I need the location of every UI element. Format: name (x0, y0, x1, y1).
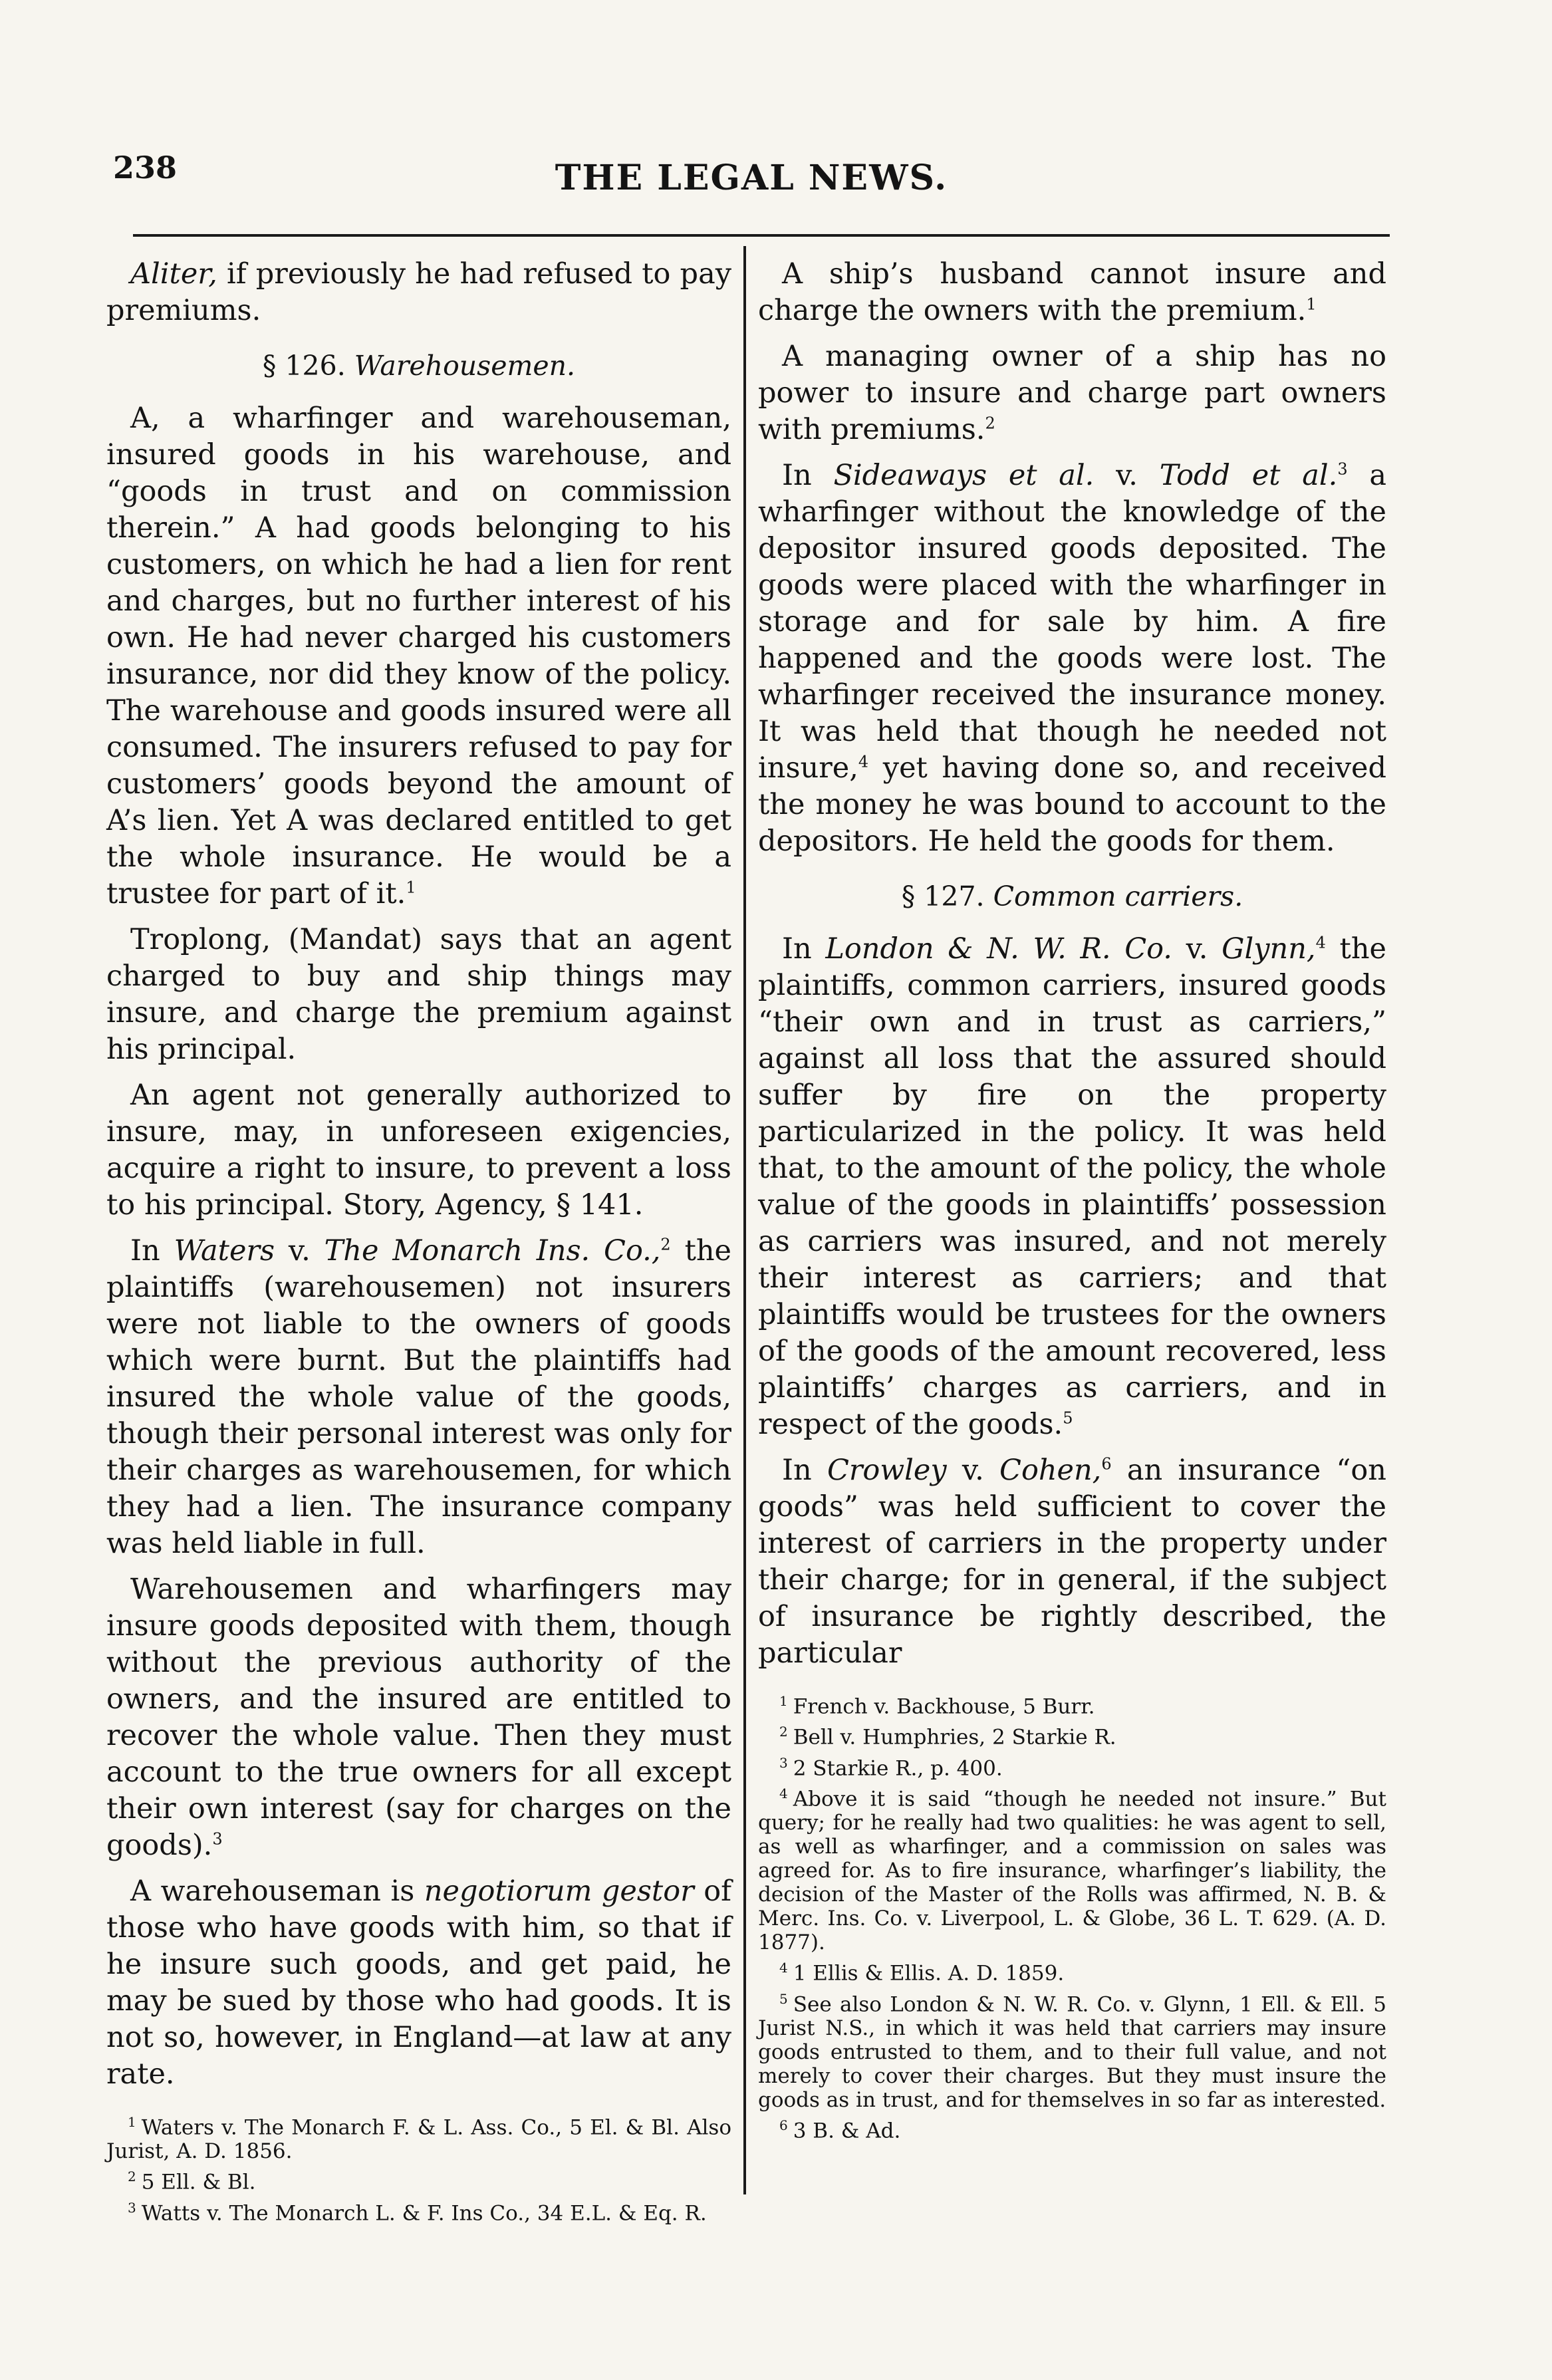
left-column (106, 256, 731, 2226)
paragraph: Warehousemen and wharfingers may insure goods deposited with them, though without the previous authority of the owners, and the insured are entitled to recover the whole value. Then they must account to the true owners for all except their own interest (say for charges on the goods).$^3$ (106, 1573, 731, 1862)
footnote-ref: 1 (1306, 295, 1317, 314)
case-name: The Monarch Ins. Co., (324, 1234, 661, 1267)
footnote: $^2$ 5 Ell. & Bl. (128, 2169, 256, 2194)
case-name: Glynn, (1222, 932, 1316, 966)
paragraph: A ship’s husband cannot insure and charge the owners with the premium.$^1$ (758, 257, 1386, 327)
section-heading-127: § 127. Common carriers. (901, 880, 1243, 912)
footnote-ref: 3 (212, 1829, 223, 1849)
column-divider (743, 246, 746, 2194)
footnote: $^5$ See also London & N. W. R. Co. v. Glynn, 1 Ell. & Ell. 5 Jurist N.S., in which it was held that carriers may insure goods entrusted to them, and to their full value, and not merely to cover their charges. But they must insure the goods as in trust, and for themselves in so far as interested. (758, 1990, 1386, 2112)
paragraph: In Waters v. The Monarch Ins. Co.,$^2$ the plaintiffs (warehousemen) not insurers were not liable to the owners of goods which were burnt. But the plaintiffs had insured the whole value of the goods, though their personal interest was only for their charges as warehousemen, for which they had a lien. The insurance company was held liable in full. (106, 1234, 731, 1560)
case-name: London & N. W. R. Co. (825, 932, 1172, 966)
latin-term: Aliter, (130, 257, 217, 291)
page-header (113, 143, 1390, 203)
case-name: Crowley (827, 1454, 947, 1487)
footnotes-left (106, 2110, 731, 2225)
header-rule (133, 234, 1390, 237)
case-name: Sideaways et al. (833, 459, 1095, 492)
page-number: 238 (113, 150, 178, 186)
paragraph: Troplong, (Mandat) says that an agent charged to buy and ship things may insure, and charge the premium against his principal. (106, 923, 731, 1066)
footnotes-right (758, 1689, 1386, 2143)
paragraph: A managing owner of a ship has no power to insure and charge part owners with premiums.$^2$ (758, 340, 1386, 446)
footnote-ref: 6 (1101, 1454, 1112, 1474)
footnote-ref: 1 (406, 878, 416, 897)
latin-term: negotiorum gestor (424, 1875, 694, 1908)
footnote-ref: 5 (1063, 1408, 1073, 1428)
paragraph: Aliter, if previously he had refused to pay premiums. (106, 257, 731, 327)
paragraph: In London & N. W. R. Co. v. Glynn,$^4$ the plaintiffs, common carriers, insured goods “their own and in trust as carriers,” against all loss that the assured should suffer by fire on the property particularized in the policy. It was held that, to the amount of the policy, the whole value of the goods in plaintiffs’ possession as carriers was insured, and not merely their interest as carriers; and that plaintiffs would be trustees for the owners of the goods of the amount recovered, less plaintiffs’ charges as carriers, and in respect of the goods.$^5$ (758, 932, 1386, 1441)
case-name: Todd et al. (1159, 459, 1338, 492)
running-title: THE LEGAL NEWS. (555, 158, 948, 198)
footnote: $^1$ French v. Backhouse, 5 Burr. (779, 1693, 1095, 1719)
paragraph: A, a wharfinger and warehouseman, insured goods in his warehouse, and “goods in trust and on commission therein.” A had goods belonging to his customers, on which he had a lien for rent and charges, but no further interest of his own. He had never charged his customers insurance, nor did they know of the policy. The warehouse and goods insured were all consumed. The insurers refused to pay for customers’ goods beyond the amount of A’s lien. Yet A was declared entitled to get the whole insurance. He would be a trustee for part of it.$^1$ (106, 402, 731, 910)
footnote: $^3$ Watts v. The Monarch L. & F. Ins Co., 34 E.L. & Eq. R. (128, 2199, 707, 2225)
footnote-ref: 4 (858, 752, 869, 771)
footnote: $^4$ Above it is said “though he needed not insure.” But query; for he really had two qualities: he was agent to sell, as well as wharfinger, and a commission on sales was agreed for. As to fire insurance, wharfinger’s liability, the decision of the Master of the Rolls was affirmed, N. B. & Merc. Ins. Co. v. Liverpool, L. & Globe, 36 L. T. 629. (A. D. 1877). (758, 1785, 1386, 1955)
paragraph: An agent not generally authorized to insure, may, in unforeseen exigencies, acquire a right to insure, to prevent a loss to his principal. Story, Agency, § 141. (106, 1079, 731, 1222)
right-column (758, 256, 1386, 2144)
footnote-ref: 3 (1337, 460, 1348, 479)
section-heading-126: § 126. Warehousemen. (262, 350, 576, 382)
footnote: $^1$ Waters v. The Monarch F. & L. Ass. Co., 5 El. & Bl. Also Jurist, A. D. 1856. (106, 2114, 731, 2164)
case-name: Cohen, (999, 1454, 1102, 1487)
footnote: $^6$ 3 B. & Ad. (779, 2117, 901, 2143)
footnote-ref: 4 (1315, 933, 1326, 952)
footnote: $^3$ 2 Starkie R., p. 400. (779, 1754, 1003, 1780)
footnote-ref: 2 (660, 1235, 671, 1254)
paragraph: In Sideaways et al. v. Todd et al.$^3$ a wharfinger without the knowledge of the depositor insured goods deposited. The goods were placed with the wharfinger in storage and for sale by him. A fire happened and the goods were lost. The wharfinger received the insurance money. It was held that though he needed not insure,$^4$ yet having done so, and received the money he was bound to account to the depositors. He held the goods for them. (758, 459, 1386, 858)
paragraph: A warehouseman is negotiorum gestor of those who have goods with him, so that if he insure such goods, and get paid, he may be sued by those who had goods. It is not so, however, in England—at law at any rate. (106, 1875, 731, 2091)
footnote: $^2$ Bell v. Humphries, 2 Starkie R. (779, 1724, 1116, 1750)
case-name: Waters (174, 1234, 275, 1267)
paragraph: In Crowley v. Cohen,$^6$ an insurance “on goods” was held sufficient to cover the interest of carriers in the property under their charge; for in general, if the subject of insurance be rightly described, the particular (758, 1454, 1386, 1670)
footnote: $^4$ 1 Ellis & Ellis. A. D. 1859. (779, 1960, 1065, 1986)
footnote-ref: 2 (985, 414, 995, 433)
